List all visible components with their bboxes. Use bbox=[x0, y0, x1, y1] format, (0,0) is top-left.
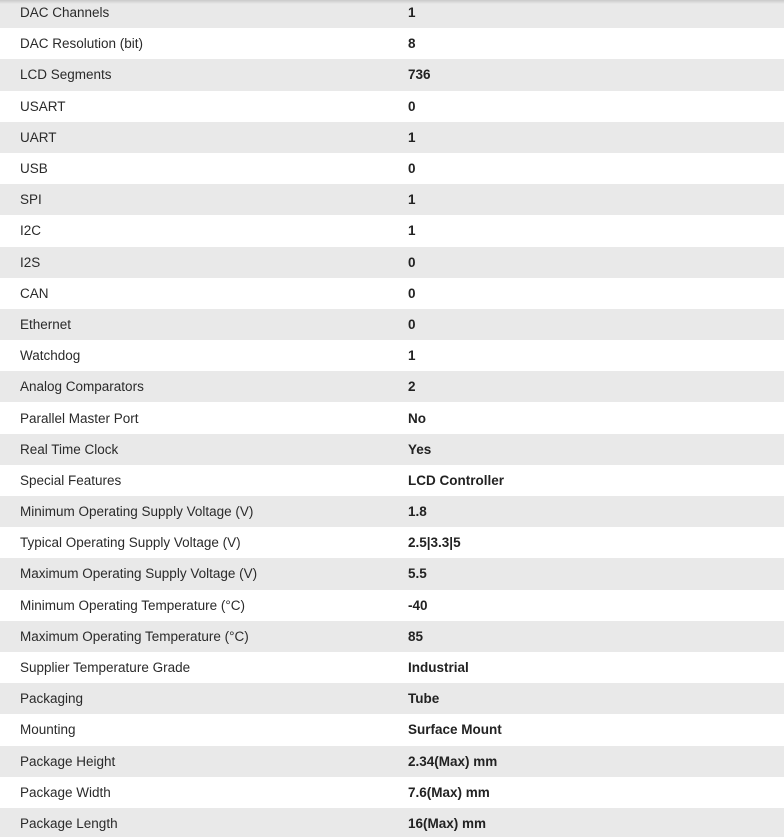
spec-label: Ethernet bbox=[20, 316, 72, 332]
spec-value: 0 bbox=[408, 254, 416, 270]
spec-value: 1 bbox=[408, 5, 416, 21]
spec-label: I2C bbox=[20, 223, 42, 239]
spec-label: Analog Comparators bbox=[20, 379, 144, 395]
spec-row bbox=[0, 371, 784, 402]
spec-value: 2 bbox=[408, 379, 416, 395]
spec-value: 16(Max) mm bbox=[408, 815, 487, 831]
spec-label: Supplier Temperature Grade bbox=[20, 660, 191, 676]
spec-row bbox=[0, 0, 784, 28]
spec-label: Typical Operating Supply Voltage (V) bbox=[20, 535, 241, 551]
spec-row bbox=[0, 278, 784, 309]
spec-value: 1 bbox=[408, 223, 416, 239]
spec-value: 1.8 bbox=[408, 504, 427, 520]
spec-row bbox=[0, 465, 784, 496]
spec-value: 2.5|3.3|5 bbox=[408, 535, 461, 551]
spec-label: Packaging bbox=[20, 691, 84, 707]
spec-row bbox=[0, 153, 784, 184]
spec-row bbox=[0, 714, 784, 745]
spec-row bbox=[0, 652, 784, 683]
spec-row bbox=[0, 746, 784, 777]
spec-row bbox=[0, 558, 784, 589]
spec-value: No bbox=[408, 410, 426, 426]
spec-value: 0 bbox=[408, 316, 416, 332]
spec-value: 1 bbox=[408, 129, 416, 145]
spec-value: 0 bbox=[408, 285, 416, 301]
spec-label: Maximum Operating Supply Voltage (V) bbox=[20, 566, 258, 582]
spec-value: LCD Controller bbox=[408, 472, 504, 488]
spec-value: 1 bbox=[408, 348, 416, 364]
spec-value: 736 bbox=[408, 67, 431, 83]
spec-label: Maximum Operating Temperature (°C) bbox=[20, 628, 249, 644]
spec-value: Tube bbox=[408, 691, 440, 707]
spec-row bbox=[0, 184, 784, 215]
spec-value: 2.34(Max) mm bbox=[408, 753, 498, 769]
spec-row bbox=[0, 122, 784, 153]
spec-label: Minimum Operating Temperature (°C) bbox=[20, 597, 245, 613]
spec-row bbox=[0, 621, 784, 652]
spec-label: DAC Resolution (bit) bbox=[20, 36, 144, 52]
spec-value: 1 bbox=[408, 192, 416, 208]
spec-value: 85 bbox=[408, 628, 424, 644]
spec-row bbox=[0, 247, 784, 278]
spec-label: Package Height bbox=[20, 753, 116, 769]
spec-row bbox=[0, 91, 784, 122]
spec-label: DAC Channels bbox=[20, 5, 110, 21]
spec-value: Surface Mount bbox=[408, 722, 502, 738]
spec-row bbox=[0, 683, 784, 714]
spec-label: I2S bbox=[20, 254, 41, 270]
spec-row bbox=[0, 434, 784, 465]
spec-label: UART bbox=[20, 129, 57, 145]
spec-row bbox=[0, 527, 784, 558]
top-scroll-shadow bbox=[0, 0, 784, 4]
spec-label: Minimum Operating Supply Voltage (V) bbox=[20, 504, 254, 520]
spec-value: 0 bbox=[408, 161, 416, 177]
spec-row bbox=[0, 309, 784, 340]
spec-label: LCD Segments bbox=[20, 67, 112, 83]
spec-value: Yes bbox=[408, 441, 432, 457]
spec-value: 7.6(Max) mm bbox=[408, 784, 490, 800]
spec-row bbox=[0, 28, 784, 59]
spec-label: USART bbox=[20, 98, 66, 114]
spec-value: 5.5 bbox=[408, 566, 427, 582]
spec-label: Package Length bbox=[20, 815, 118, 831]
spec-value: -40 bbox=[408, 597, 428, 613]
spec-row bbox=[0, 808, 784, 837]
spec-label: Real Time Clock bbox=[20, 441, 119, 457]
spec-label: USB bbox=[20, 161, 48, 177]
spec-label: Parallel Master Port bbox=[20, 410, 139, 426]
spec-row bbox=[0, 590, 784, 621]
spec-row bbox=[0, 402, 784, 433]
spec-label: Watchdog bbox=[20, 348, 81, 364]
spec-row bbox=[0, 59, 784, 90]
spec-label: SPI bbox=[20, 192, 42, 208]
spec-value: 0 bbox=[408, 98, 416, 114]
spec-row bbox=[0, 340, 784, 371]
spec-value: Industrial bbox=[408, 660, 469, 676]
spec-label: CAN bbox=[20, 285, 49, 301]
spec-label: Special Features bbox=[20, 472, 122, 488]
spec-label: Package Width bbox=[20, 784, 111, 800]
spec-row bbox=[0, 777, 784, 808]
spec-row bbox=[0, 215, 784, 246]
spec-value: 8 bbox=[408, 36, 416, 52]
spec-row bbox=[0, 496, 784, 527]
spec-label: Mounting bbox=[20, 722, 76, 738]
